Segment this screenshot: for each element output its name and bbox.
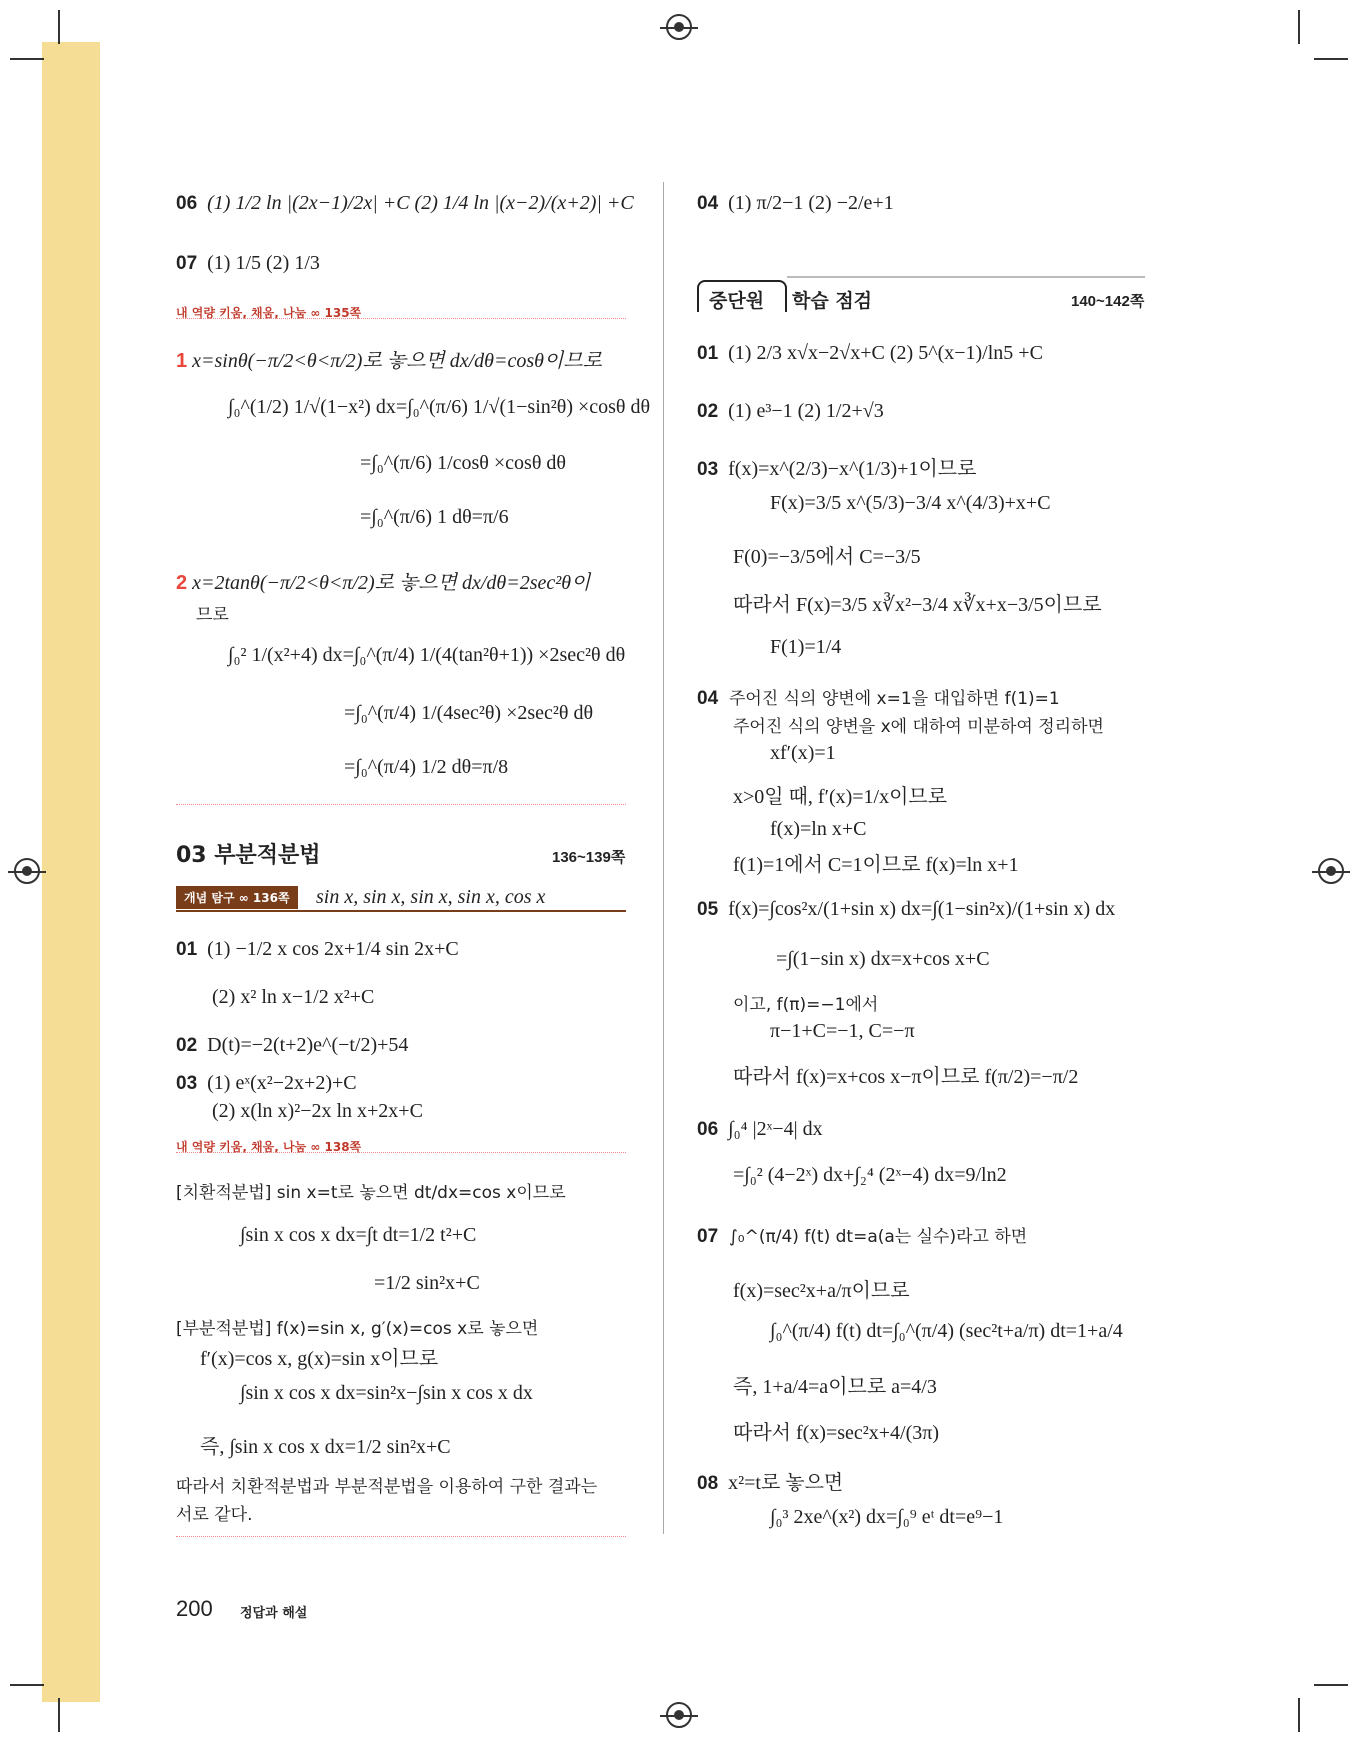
answer-04: [697, 192, 894, 215]
concept-underline: [176, 910, 626, 912]
solution-line: 이고, f(π)=−1에서: [733, 995, 879, 1015]
crop-mark: [1314, 58, 1348, 60]
answer-04b: [697, 684, 1060, 710]
answer-text: ∫₀⁴ |2ˣ−4| dx: [728, 1118, 823, 1140]
answer-text: ∫₀^(π/4) f(t) dt=a(a는 실수)라고 하면: [728, 1227, 1028, 1247]
answer-text: D(t)=−2(t+2)e^(−t/2)+54: [207, 1034, 409, 1056]
crop-mark: [1314, 1684, 1348, 1686]
answer-02: [697, 400, 884, 423]
solution-line: =∫(1−sin x) dx=x+cos x+C: [776, 948, 990, 970]
solution-line: 주어진 식의 양변을 x에 대하여 미분하여 정리하면: [733, 717, 1104, 737]
solution-1-line: [176, 344, 602, 373]
answer-text: (1) e³−1 (2) 1/2+√3: [728, 400, 884, 422]
footer-label: 정답과 해설: [240, 1606, 308, 1621]
solution-line: xf′(x)=1: [770, 742, 836, 764]
problem-number: 01: [176, 939, 198, 960]
problem-number: 1: [176, 350, 188, 372]
solution-line: f(x)=ln x+C: [770, 818, 867, 840]
answer-02: [176, 1034, 408, 1057]
section-tag: 내 역량 키움, 채움, 나눔 ∞ 135쪽: [176, 306, 362, 320]
answer-text: (1) π/2−1 (2) −2/e+1: [728, 192, 894, 214]
problem-number: 02: [176, 1035, 198, 1056]
solution-line: =1/2 sin²x+C: [374, 1272, 480, 1294]
solution-line: ∫₀² 1/(x²+4) dx=∫₀^(π/4) 1/(4(tan²θ+1)) ×2sec²θ dθ: [228, 644, 626, 666]
answer-line: (2) x² ln x−1/2 x²+C: [212, 986, 375, 1008]
solution-line: f(1)=1에서 C=1이므로 f(x)=ln x+1: [733, 854, 1019, 876]
section-tag: 내 역량 키움, 채움, 나눔 ∞ 138쪽: [176, 1140, 362, 1154]
solution-line: x>0일 때, f′(x)=1/x이므로: [733, 786, 948, 808]
problem-number: 07: [176, 253, 198, 274]
answer-text: (1) 2/3 x√x−2√x+C (2) 5^(x−1)/ln5 +C: [728, 342, 1043, 364]
problem-number: 08: [697, 1473, 719, 1494]
solution-line: F(x)=3/5 x^(5/3)−3/4 x^(4/3)+x+C: [770, 492, 1051, 514]
solution-line: 즉, 1+a/4=a이므로 a=4/3: [733, 1376, 937, 1398]
answer-text: (1) eˣ(x²−2x+2)+C: [207, 1072, 357, 1094]
solution-line: 따라서 F(x)=3/5 x∛x²−3/4 x∛x+x−3/5이므로: [733, 594, 1102, 616]
crop-mark: [10, 1684, 44, 1686]
answer-text: x²=t로 놓으면: [728, 1472, 844, 1494]
tag-underline: [176, 318, 626, 319]
solution-line: F(0)=−3/5에서 C=−3/5: [733, 546, 921, 568]
page-range: 136~139쪽: [552, 849, 626, 866]
header-rule: [787, 276, 1145, 278]
solution-line: 즉, ∫sin x cos x dx=1/2 sin²x+C: [200, 1436, 451, 1458]
page-number: 200: [176, 1596, 213, 1621]
crop-mark: [1298, 1698, 1300, 1732]
registration-mark: [14, 858, 40, 884]
answer-07: [697, 1222, 1027, 1248]
answer-06: [697, 1118, 823, 1141]
solution-line: =∫₀^(π/4) 1/(4sec²θ) ×2sec²θ dθ: [344, 702, 594, 724]
problem-number: 03: [697, 459, 719, 480]
solution-line: 따라서 f(x)=x+cos x−π이므로 f(π/2)=−π/2: [733, 1066, 1079, 1088]
solution-line: ∫₀³ 2xe^(x²) dx=∫₀⁹ eᵗ dt=e⁹−1: [770, 1506, 1004, 1528]
solution-line: =∫₀² (4−2ˣ) dx+∫₂⁴ (2ˣ−4) dx=9/ln2: [733, 1164, 1007, 1186]
header-part1: 중단원: [709, 290, 765, 312]
solution-line: ∫₀^(π/4) f(t) dt=∫₀^(π/4) (sec²t+a/π) dt=1+a/4: [770, 1320, 1123, 1342]
solution-line: ∫sin x cos x dx=sin²x−∫sin x cos x dx: [240, 1382, 533, 1404]
answer-text: (1) 1/5 (2) 1/3: [207, 252, 320, 274]
header-part2: 학습 점검: [792, 290, 873, 312]
solution-text: x=2tanθ(−π/2<θ<π/2)로 놓으면 dx/dθ=2sec²θ이: [192, 572, 591, 594]
tag-underline: [176, 1152, 626, 1153]
crop-mark: [58, 1698, 60, 1732]
answer-line: (2) x(ln x)²−2x ln x+2x+C: [212, 1100, 423, 1122]
solution-line: π−1+C=−1, C=−π: [770, 1020, 915, 1042]
answer-text: f(x)=∫cos²x/(1+sin x) dx=∫(1−sin²x)/(1+sin x) dx: [728, 898, 1116, 920]
section-bottom-border: [176, 1536, 626, 1537]
problem-number: 04: [697, 688, 719, 709]
problem-number: 07: [697, 1226, 719, 1247]
solution-line: ∫sin x cos x dx=∫t dt=1/2 t²+C: [240, 1224, 477, 1246]
answer-text: (1) −1/2 x cos 2x+1/4 sin 2x+C: [207, 938, 459, 960]
solution-line: 서로 같다.: [176, 1505, 253, 1525]
problem-number: 03: [176, 1073, 198, 1094]
crop-mark: [1298, 10, 1300, 44]
section-title: 03 부분적분법: [176, 843, 321, 868]
answer-text: f(x)=x^(2/3)−x^(1/3)+1이므로: [728, 458, 977, 480]
registration-mark: [666, 1702, 692, 1728]
problem-number: 01: [697, 343, 719, 364]
solution-line: F(1)=1/4: [770, 636, 842, 658]
solution-2-line: [176, 566, 590, 595]
solution-line: =∫₀^(π/4) 1/2 dθ=π/8: [344, 756, 509, 778]
problem-number: 06: [176, 193, 198, 214]
problem-number: 05: [697, 899, 719, 920]
concept-badge: 개념 탐구 ∞ 136쪽: [176, 886, 298, 909]
registration-mark: [666, 14, 692, 40]
section-bottom-border: [176, 804, 626, 805]
problem-number: 02: [697, 401, 719, 422]
review-header: [697, 276, 1145, 314]
answer-06: [176, 192, 634, 215]
column-divider: [663, 182, 664, 1534]
solution-line: f′(x)=cos x, g(x)=sin x이므로: [200, 1348, 439, 1370]
solution-line: 따라서 치환적분법과 부분적분법을 이용하여 구한 결과는: [176, 1477, 598, 1497]
solution-line: 따라서 f(x)=sec²x+4/(3π): [733, 1422, 940, 1444]
concept-answer: sin x, sin x, sin x, sin x, cos x: [316, 886, 546, 908]
solution-text: x=sinθ(−π/2<θ<π/2)로 놓으면 dx/dθ=cosθ이므로: [192, 350, 602, 372]
answer-07: [176, 252, 320, 275]
solution-line: ∫₀^(1/2) 1/√(1−x²) dx=∫₀^(π/6) 1/√(1−sin²θ) ×cosθ dθ: [228, 396, 651, 418]
solution-line: [부분적분법] f(x)=sin x, g′(x)=cos x로 놓으면: [176, 1319, 539, 1339]
crop-mark: [58, 10, 60, 44]
problem-number: 06: [697, 1119, 719, 1140]
registration-mark: [1318, 858, 1344, 884]
answer-05: [697, 898, 1115, 921]
solution-line: =∫₀^(π/6) 1/cosθ ×cosθ dθ: [360, 452, 566, 474]
answer-01: [176, 938, 459, 961]
answer-08: [697, 1466, 843, 1495]
solution-line: f(x)=sec²x+a/π이므로: [733, 1280, 910, 1302]
page-gutter-band: [42, 42, 100, 1702]
answer-01: [697, 342, 1043, 365]
solution-line: 므로: [196, 605, 229, 625]
problem-number: 2: [176, 572, 188, 594]
page-range: 140~142쪽: [1071, 293, 1145, 310]
answer-03: [176, 1072, 357, 1095]
answer-03: [697, 452, 976, 481]
problem-number: 04: [697, 193, 719, 214]
solution-line: [치환적분법] sin x=t로 놓으면 dt/dx=cos x이므로: [176, 1183, 566, 1203]
solution-line: =∫₀^(π/6) 1 dθ=π/6: [360, 506, 509, 528]
answer-text: 주어진 식의 양변에 x=1을 대입하면 f(1)=1: [728, 689, 1060, 709]
crop-mark: [10, 58, 44, 60]
answer-text: (1) 1/2 ln |(2x−1)/2x| +C (2) 1/4 ln |(x−2)/(x+2)| +C: [207, 192, 634, 214]
